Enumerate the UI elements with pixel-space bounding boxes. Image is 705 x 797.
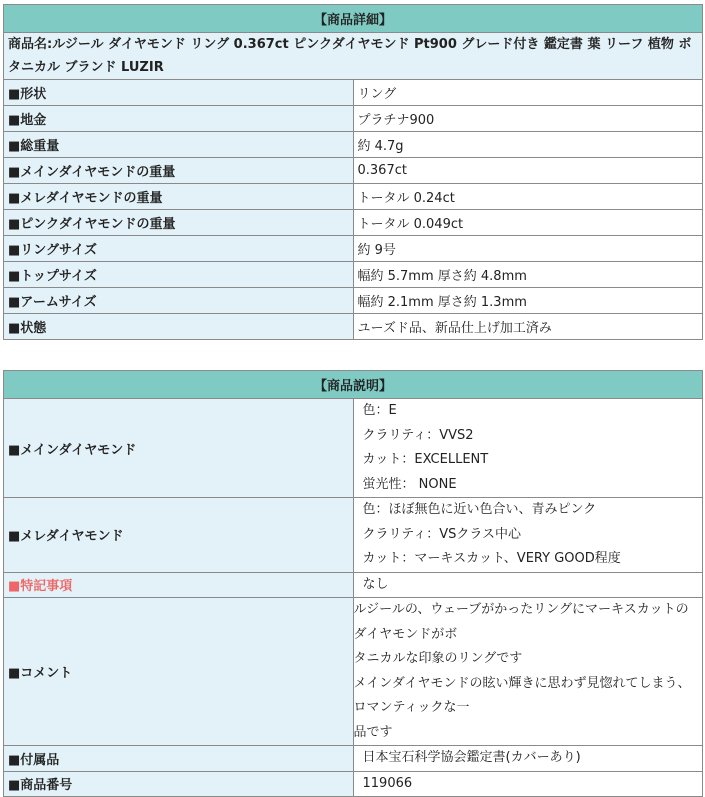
details-row-melee-weight — [4, 184, 703, 210]
melee-diamond-specs — [353, 498, 703, 573]
melee-diamond-cut: カット：マーキスカット、VERY GOOD程度 — [362, 551, 621, 566]
top-size-label: ■トップサイズ — [4, 262, 354, 288]
total-weight-label: ■総重量 — [4, 132, 354, 158]
comment-line-3: メインダイヤモンドの眩い輝きに思わず見惚れてしまう、ロマンティックな一 — [353, 675, 691, 715]
main-diamond-color: 色：E — [362, 403, 397, 418]
product-number-label: ■商品番号 — [4, 771, 354, 797]
total-weight-value: 約 4.7g — [353, 132, 703, 158]
condition-value: ユーズド品、新品仕上げ加工済み — [353, 314, 703, 340]
pink-weight-label: ■ピンクダイヤモンドの重量 — [4, 210, 354, 236]
details-header: 【商品詳細】 — [4, 5, 703, 33]
main-diamond-weight-value: 0.367ct — [353, 158, 703, 184]
details-row-shape — [4, 80, 703, 106]
melee-weight-label: ■メレダイヤモンドの重量 — [4, 184, 354, 210]
melee-diamond-color: 色：ほぼ無色に近い色合い、青みピンク — [362, 502, 597, 517]
main-diamond-cut: カット：EXCELLENT — [362, 452, 489, 467]
main-diamond-clarity: クラリティ：VVS2 — [362, 427, 474, 443]
details-row-metal — [4, 106, 703, 132]
main-diamond-fluorescence: 蛍光性： NONE — [362, 476, 457, 492]
details-row-pink-weight — [4, 210, 703, 236]
accessories-label: ■付属品 — [4, 746, 354, 772]
accessories-row — [4, 746, 703, 772]
main-diamond-label: ■メインダイヤモンド — [4, 399, 354, 498]
main-diamond-row — [4, 399, 703, 498]
accessories-value: 日本宝石科学協会鑑定書(カバーあり) — [353, 746, 703, 772]
special-notes-value: なし — [353, 572, 703, 598]
shape-label: ■形状 — [4, 80, 354, 106]
pink-weight-value: トータル 0.049ct — [353, 210, 703, 236]
details-row-weight — [4, 132, 703, 158]
details-row-main-diamond-weight — [4, 158, 703, 184]
metal-value: プラチナ900 — [353, 106, 703, 132]
main-diamond-specs — [353, 399, 703, 498]
product-details-table — [3, 4, 703, 340]
arm-size-value: 幅約 2.1mm 厚さ約 1.3mm — [353, 288, 703, 314]
product-number-value: 119066 — [353, 771, 703, 797]
details-row-ring-size — [4, 236, 703, 262]
main-diamond-weight-label: ■メインダイヤモンドの重量 — [4, 158, 354, 184]
comment-line-4: 品です — [353, 724, 393, 740]
top-size-value: 幅約 5.7mm 厚さ約 4.8mm — [353, 262, 703, 288]
special-notes-row — [4, 572, 703, 598]
metal-label: ■地金 — [4, 106, 354, 132]
product-name: 商品名:ルジール ダイヤモンド リング 0.367ct ピンクダイヤモンド Pt900 グレード付き 鑑定書 葉 リーフ 植物 ボタニカル ブランド LUZIR — [4, 33, 703, 80]
details-row-arm-size — [4, 288, 703, 314]
comment-line-2: タニカルな印象のリングです — [353, 651, 523, 666]
melee-weight-value: トータル 0.24ct — [353, 184, 703, 210]
melee-diamond-label: ■メレダイヤモンド — [4, 498, 354, 573]
product-number-row — [4, 771, 703, 797]
melee-diamond-row — [4, 498, 703, 573]
product-description-table — [3, 370, 703, 797]
condition-label: ■状態 — [4, 314, 354, 340]
comment-label: ■コメント — [4, 598, 354, 746]
shape-value: リング — [353, 80, 703, 106]
ring-size-value: 約 9号 — [353, 236, 703, 262]
description-header: 【商品説明】 — [4, 371, 703, 399]
special-notes-label: ■特記事項 — [4, 572, 354, 598]
comment-text — [353, 598, 703, 746]
ring-size-label: ■リングサイズ — [4, 236, 354, 262]
details-row-top-size — [4, 262, 703, 288]
comment-row — [4, 598, 703, 746]
arm-size-label: ■アームサイズ — [4, 288, 354, 314]
details-row-condition — [4, 314, 703, 340]
melee-diamond-clarity: クラリティ：VSクラス中心 — [362, 526, 521, 542]
comment-line-1: ルジールの、ウェーブがかったリングにマーキスカットのダイヤモンドがボ — [353, 602, 689, 642]
